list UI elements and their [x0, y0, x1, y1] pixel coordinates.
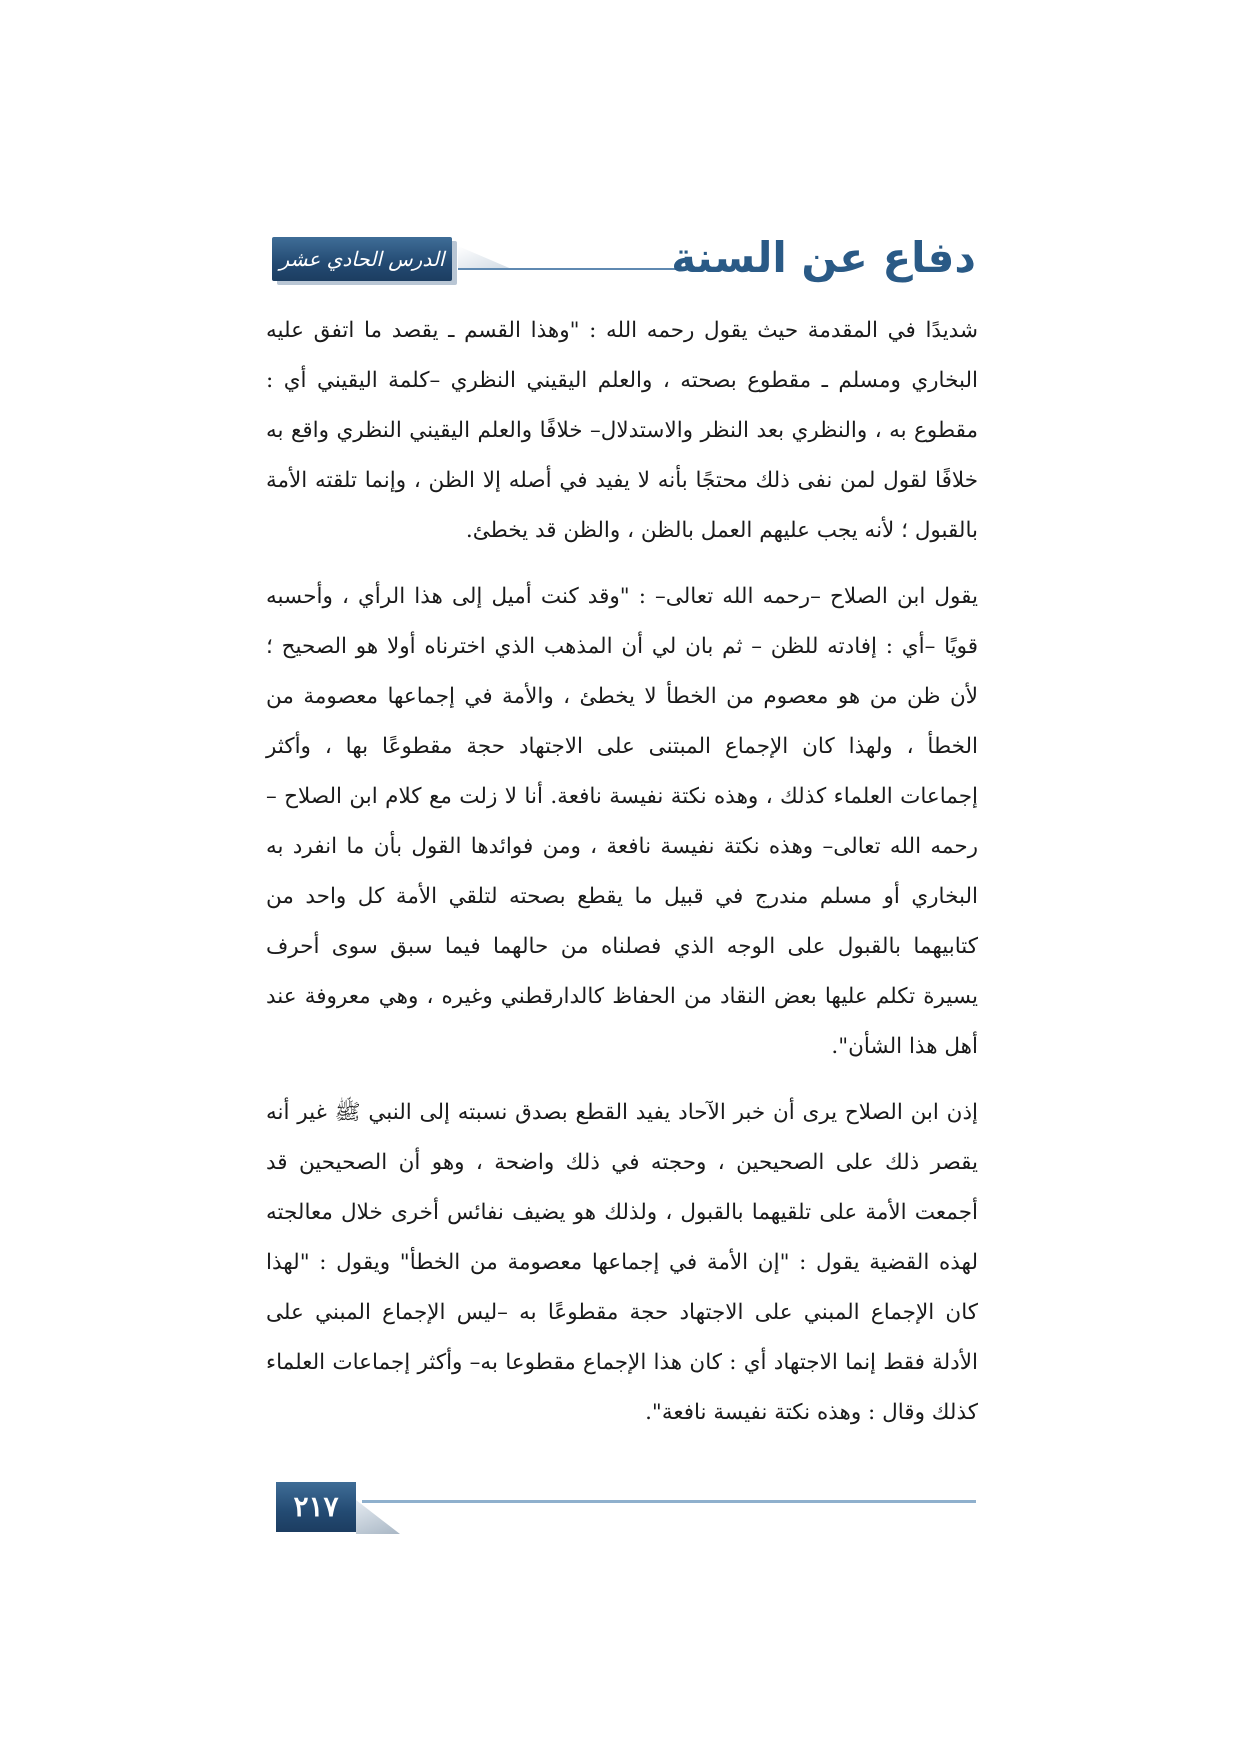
page-badge-shade [356, 1500, 400, 1534]
paragraph-1: شديدًا في المقدمة حيث يقول رحمه الله : "وهذا القسم ـ يقصد ما اتفق عليه البخاري ومسلم ـ مقطوع بصحته ، والعلم اليقيني النظري –كلمة اليقيني أي : مقطوع به ، والنظري بعد النظر والاستدلال– خلافًا والعلم اليقيني النظري واقع به خلافًا لقول لمن نفى ذلك محتجًا بأنه لا يفيد في أصله إلا الظن ، وإنما تلقته الأمة بالقبول ؛ لأنه يجب عليهم العمل بالظن ، والظن قد يخطئ. [266, 318, 978, 543]
footer-rule [362, 1500, 976, 1503]
page-header [272, 228, 976, 288]
page-number: ٢١٧ [276, 1482, 356, 1532]
page-body [266, 306, 978, 1454]
paragraph-2: يقول ابن الصلاح –رحمه الله تعالى– : "وقد كنت أميل إلى هذا الرأي ، وأحسبه قويًا –أي : إفادته للظن – ثم بان لي أن المذهب الذي اخترناه أولا هو الصحيح ؛ لأن ظن من هو معصوم من الخطأ لا يخطئ ، والأمة في إجماعها معصومة من الخطأ ، ولهذا كان الإجماع المبتنى على الاجتهاد حجة مقطوعًا بها ، وأكثر إجماعات العلماء كذلك ، وهذه نكتة نفيسة نافعة. أنا لا زلت مع كلام ابن الصلاح –رحمه الله تعالى– وهذه نكتة نفيسة نافعة ، ومن فوائدها القول بأن ما انفرد به البخاري أو مسلم مندرج في قبيل ما يقطع بصحته لتلقي الأمة كل واحد من كتابيهما بالقبول على الوجه الذي فصلناه من حالهما فيما سبق سوى أحرف يسيرة تكلم عليها بعض النقاد من الحفاظ كالدارقطني وغيره ، وهي معروفة عند أهل هذا الشأن". [266, 584, 978, 1059]
page-footer [276, 1482, 976, 1538]
book-title: دفاع عن السنة [671, 233, 976, 282]
header-rule-shade [458, 246, 514, 270]
chapter-badge: الدرس الحادي عشر [272, 237, 452, 281]
paragraph-3: إذن ابن الصلاح يرى أن خبر الآحاد يفيد القطع بصدق نسبته إلى النبي ﷺ غير أنه يقصر ذلك على الصحيحين ، وحجته في ذلك واضحة ، وهو أن الصحيحين قد أجمعت الأمة على تلقيهما بالقبول ، ولذلك هو يضيف نفائس أخرى خلال معالجته لهذه القضية يقول : "إن الأمة في إجماعها معصومة من الخطأ" ويقول : "لهذا كان الإجماع المبني على الاجتهاد حجة مقطوعًا به –ليس الإجماع المبني على الأدلة فقط إنما الاجتهاد أي : كان هذا الإجماع مقطوعا به– وأكثر إجماعات العلماء كذلك وقال : وهذه نكتة نفيسة نافعة". [266, 1100, 978, 1425]
header-rule [458, 268, 692, 270]
